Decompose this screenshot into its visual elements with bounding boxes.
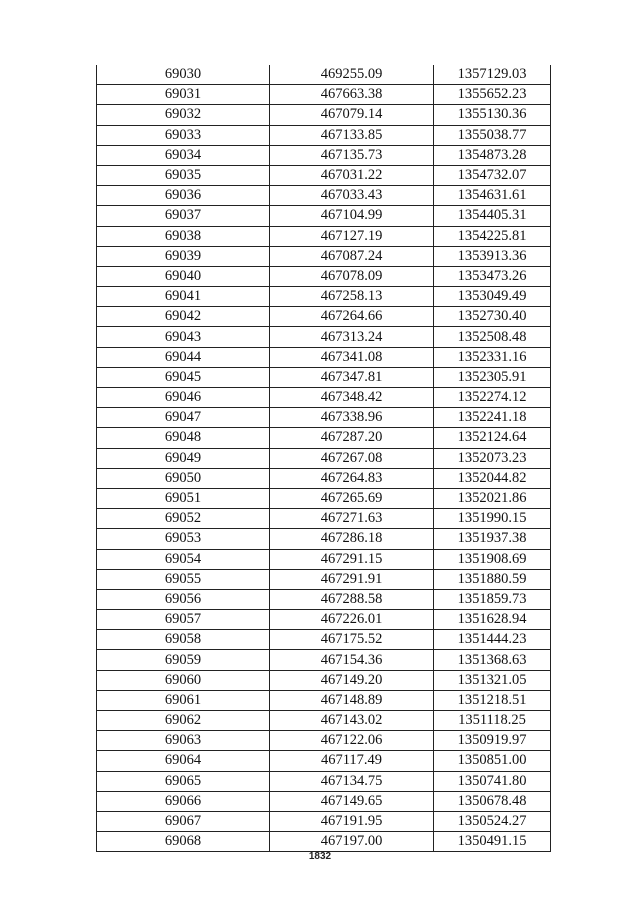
point-id-cell: 69063 bbox=[97, 731, 270, 751]
x-coordinate-cell: 467033.43 bbox=[270, 186, 434, 206]
y-coordinate-cell: 1351368.63 bbox=[434, 650, 551, 670]
point-id-cell: 69056 bbox=[97, 589, 270, 609]
page-number: 1832 bbox=[308, 851, 332, 862]
y-coordinate-cell: 1352331.16 bbox=[434, 347, 551, 367]
table-row bbox=[97, 307, 551, 327]
y-coordinate-cell: 1354225.81 bbox=[434, 226, 551, 246]
point-id-cell: 69066 bbox=[97, 791, 270, 811]
y-coordinate-cell: 1352073.23 bbox=[434, 448, 551, 468]
y-coordinate-cell: 1353049.49 bbox=[434, 287, 551, 307]
y-coordinate-cell: 1351990.15 bbox=[434, 509, 551, 529]
point-id-cell: 69031 bbox=[97, 85, 270, 105]
x-coordinate-cell: 467197.00 bbox=[270, 832, 434, 852]
table-row bbox=[97, 125, 551, 145]
point-id-cell: 69035 bbox=[97, 165, 270, 185]
table-row bbox=[97, 347, 551, 367]
table-row bbox=[97, 529, 551, 549]
point-id-cell: 69055 bbox=[97, 569, 270, 589]
x-coordinate-cell: 467087.24 bbox=[270, 246, 434, 266]
point-id-cell: 69053 bbox=[97, 529, 270, 549]
x-coordinate-cell: 467226.01 bbox=[270, 610, 434, 630]
point-id-cell: 69062 bbox=[97, 711, 270, 731]
point-id-cell: 69045 bbox=[97, 367, 270, 387]
point-id-cell: 69051 bbox=[97, 488, 270, 508]
table-row bbox=[97, 690, 551, 710]
x-coordinate-cell: 467135.73 bbox=[270, 145, 434, 165]
x-coordinate-cell: 467133.85 bbox=[270, 125, 434, 145]
point-id-cell: 69065 bbox=[97, 771, 270, 791]
x-coordinate-cell: 467341.08 bbox=[270, 347, 434, 367]
y-coordinate-cell: 1352274.12 bbox=[434, 388, 551, 408]
y-coordinate-cell: 1354873.28 bbox=[434, 145, 551, 165]
table-row bbox=[97, 85, 551, 105]
point-id-cell: 69054 bbox=[97, 549, 270, 569]
point-id-cell: 69046 bbox=[97, 388, 270, 408]
table-row bbox=[97, 791, 551, 811]
x-coordinate-cell: 467258.13 bbox=[270, 287, 434, 307]
y-coordinate-cell: 1351859.73 bbox=[434, 589, 551, 609]
x-coordinate-cell: 467291.15 bbox=[270, 549, 434, 569]
x-coordinate-cell: 467117.49 bbox=[270, 751, 434, 771]
point-id-cell: 69047 bbox=[97, 408, 270, 428]
table-row bbox=[97, 165, 551, 185]
table-row bbox=[97, 206, 551, 226]
y-coordinate-cell: 1352508.48 bbox=[434, 327, 551, 347]
table-row bbox=[97, 771, 551, 791]
x-coordinate-cell: 467175.52 bbox=[270, 630, 434, 650]
table-row bbox=[97, 287, 551, 307]
x-coordinate-cell: 467271.63 bbox=[270, 509, 434, 529]
y-coordinate-cell: 1351321.05 bbox=[434, 670, 551, 690]
point-id-cell: 69049 bbox=[97, 448, 270, 468]
x-coordinate-cell: 467148.89 bbox=[270, 690, 434, 710]
y-coordinate-cell: 1355652.23 bbox=[434, 85, 551, 105]
y-coordinate-cell: 1351908.69 bbox=[434, 549, 551, 569]
table-row bbox=[97, 751, 551, 771]
x-coordinate-cell: 467191.95 bbox=[270, 811, 434, 831]
table-row bbox=[97, 650, 551, 670]
y-coordinate-cell: 1352044.82 bbox=[434, 468, 551, 488]
x-coordinate-cell: 467031.22 bbox=[270, 165, 434, 185]
coordinate-table bbox=[96, 65, 551, 852]
x-coordinate-cell: 467348.42 bbox=[270, 388, 434, 408]
table-row bbox=[97, 670, 551, 690]
x-coordinate-cell: 467149.20 bbox=[270, 670, 434, 690]
point-id-cell: 69032 bbox=[97, 105, 270, 125]
table-row bbox=[97, 468, 551, 488]
point-id-cell: 69068 bbox=[97, 832, 270, 852]
point-id-cell: 69050 bbox=[97, 468, 270, 488]
y-coordinate-cell: 1350491.15 bbox=[434, 832, 551, 852]
x-coordinate-cell: 467267.08 bbox=[270, 448, 434, 468]
y-coordinate-cell: 1354732.07 bbox=[434, 165, 551, 185]
x-coordinate-cell: 467338.96 bbox=[270, 408, 434, 428]
point-id-cell: 69042 bbox=[97, 307, 270, 327]
x-coordinate-cell: 467291.91 bbox=[270, 569, 434, 589]
point-id-cell: 69044 bbox=[97, 347, 270, 367]
table-row bbox=[97, 428, 551, 448]
y-coordinate-cell: 1355130.36 bbox=[434, 105, 551, 125]
x-coordinate-cell: 467313.24 bbox=[270, 327, 434, 347]
table-row bbox=[97, 630, 551, 650]
point-id-cell: 69037 bbox=[97, 206, 270, 226]
y-coordinate-cell: 1354405.31 bbox=[434, 206, 551, 226]
x-coordinate-cell: 467264.66 bbox=[270, 307, 434, 327]
y-coordinate-cell: 1352241.18 bbox=[434, 408, 551, 428]
point-id-cell: 69052 bbox=[97, 509, 270, 529]
point-id-cell: 69040 bbox=[97, 266, 270, 286]
table-row bbox=[97, 610, 551, 630]
y-coordinate-cell: 1354631.61 bbox=[434, 186, 551, 206]
y-coordinate-cell: 1350919.97 bbox=[434, 731, 551, 751]
point-id-cell: 69059 bbox=[97, 650, 270, 670]
x-coordinate-cell: 469255.09 bbox=[270, 65, 434, 85]
y-coordinate-cell: 1351218.51 bbox=[434, 690, 551, 710]
y-coordinate-cell: 1350678.48 bbox=[434, 791, 551, 811]
x-coordinate-cell: 467104.99 bbox=[270, 206, 434, 226]
y-coordinate-cell: 1351118.25 bbox=[434, 711, 551, 731]
x-coordinate-cell: 467143.02 bbox=[270, 711, 434, 731]
y-coordinate-cell: 1352730.40 bbox=[434, 307, 551, 327]
point-id-cell: 69043 bbox=[97, 327, 270, 347]
table-row bbox=[97, 509, 551, 529]
table-row bbox=[97, 408, 551, 428]
y-coordinate-cell: 1352124.64 bbox=[434, 428, 551, 448]
y-coordinate-cell: 1351937.38 bbox=[434, 529, 551, 549]
point-id-cell: 69064 bbox=[97, 751, 270, 771]
point-id-cell: 69039 bbox=[97, 246, 270, 266]
point-id-cell: 69060 bbox=[97, 670, 270, 690]
point-id-cell: 69036 bbox=[97, 186, 270, 206]
x-coordinate-cell: 467078.09 bbox=[270, 266, 434, 286]
x-coordinate-cell: 467264.83 bbox=[270, 468, 434, 488]
table-row bbox=[97, 105, 551, 125]
y-coordinate-cell: 1350741.80 bbox=[434, 771, 551, 791]
table-row bbox=[97, 832, 551, 852]
table-row bbox=[97, 388, 551, 408]
table-row bbox=[97, 186, 551, 206]
table-row bbox=[97, 246, 551, 266]
y-coordinate-cell: 1353913.36 bbox=[434, 246, 551, 266]
point-id-cell: 69048 bbox=[97, 428, 270, 448]
point-id-cell: 69057 bbox=[97, 610, 270, 630]
x-coordinate-cell: 467154.36 bbox=[270, 650, 434, 670]
x-coordinate-cell: 467287.20 bbox=[270, 428, 434, 448]
table-row bbox=[97, 226, 551, 246]
x-coordinate-cell: 467265.69 bbox=[270, 488, 434, 508]
point-id-cell: 69038 bbox=[97, 226, 270, 246]
y-coordinate-cell: 1351628.94 bbox=[434, 610, 551, 630]
point-id-cell: 69034 bbox=[97, 145, 270, 165]
y-coordinate-cell: 1352305.91 bbox=[434, 367, 551, 387]
x-coordinate-cell: 467134.75 bbox=[270, 771, 434, 791]
coordinate-table-body bbox=[97, 65, 551, 852]
x-coordinate-cell: 467663.38 bbox=[270, 85, 434, 105]
table-row bbox=[97, 145, 551, 165]
y-coordinate-cell: 1353473.26 bbox=[434, 266, 551, 286]
y-coordinate-cell: 1351444.23 bbox=[434, 630, 551, 650]
y-coordinate-cell: 1351880.59 bbox=[434, 569, 551, 589]
x-coordinate-cell: 467079.14 bbox=[270, 105, 434, 125]
x-coordinate-cell: 467149.65 bbox=[270, 791, 434, 811]
point-id-cell: 69067 bbox=[97, 811, 270, 831]
y-coordinate-cell: 1357129.03 bbox=[434, 65, 551, 85]
table-row bbox=[97, 327, 551, 347]
point-id-cell: 69033 bbox=[97, 125, 270, 145]
table-row bbox=[97, 488, 551, 508]
y-coordinate-cell: 1355038.77 bbox=[434, 125, 551, 145]
x-coordinate-cell: 467347.81 bbox=[270, 367, 434, 387]
y-coordinate-cell: 1352021.86 bbox=[434, 488, 551, 508]
table-row bbox=[97, 731, 551, 751]
table-row bbox=[97, 811, 551, 831]
x-coordinate-cell: 467288.58 bbox=[270, 589, 434, 609]
point-id-cell: 69030 bbox=[97, 65, 270, 85]
point-id-cell: 69058 bbox=[97, 630, 270, 650]
point-id-cell: 69061 bbox=[97, 690, 270, 710]
table-row bbox=[97, 65, 551, 85]
y-coordinate-cell: 1350851.00 bbox=[434, 751, 551, 771]
point-id-cell: 69041 bbox=[97, 287, 270, 307]
table-row bbox=[97, 589, 551, 609]
x-coordinate-cell: 467122.06 bbox=[270, 731, 434, 751]
x-coordinate-cell: 467127.19 bbox=[270, 226, 434, 246]
table-row bbox=[97, 549, 551, 569]
y-coordinate-cell: 1350524.27 bbox=[434, 811, 551, 831]
table-row bbox=[97, 266, 551, 286]
x-coordinate-cell: 467286.18 bbox=[270, 529, 434, 549]
table-row bbox=[97, 448, 551, 468]
table-row bbox=[97, 711, 551, 731]
table-row bbox=[97, 569, 551, 589]
table-row bbox=[97, 367, 551, 387]
